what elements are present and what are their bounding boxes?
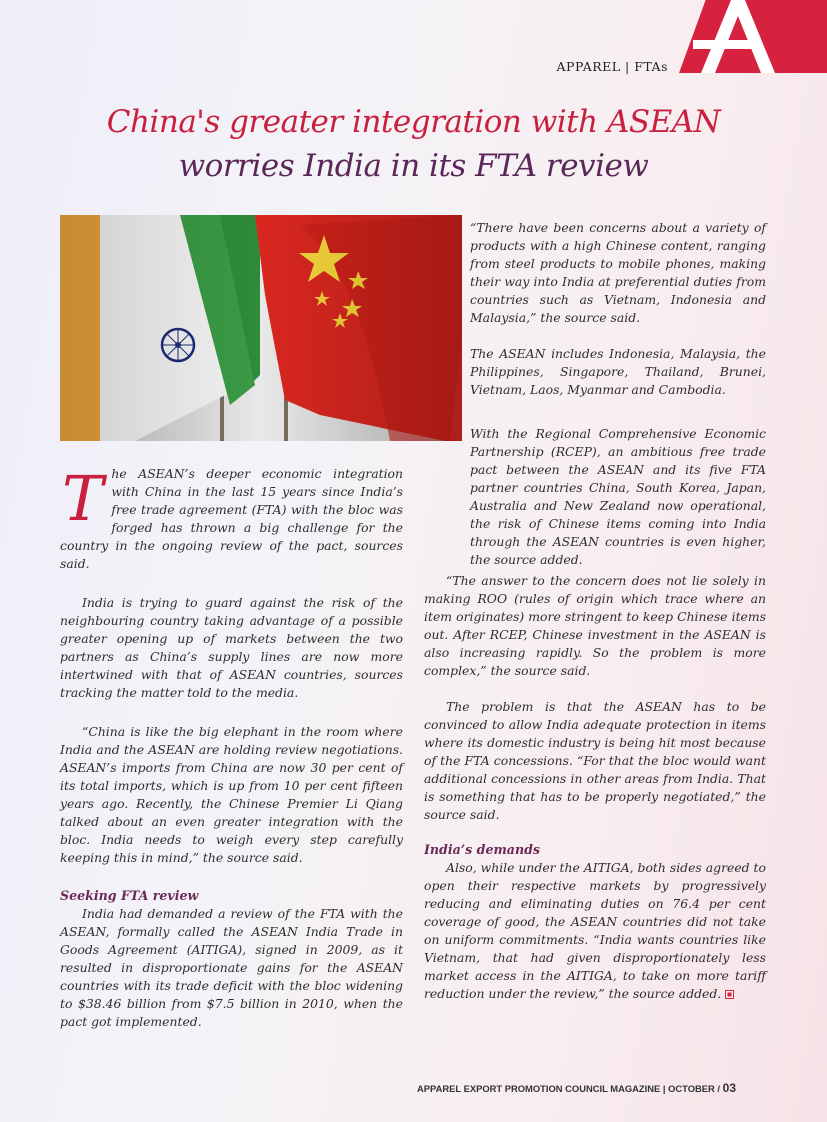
page-number: 03 bbox=[722, 1081, 736, 1095]
paragraph: Also, while under the AITIGA, both sides agreed to open their respective markets by progressively reducing and eliminating duties on 76.4 per cent coverage of good, the ASEAN countries did not take on uniform commitments. “India wants countries like Vietnam, that had given disproportionately less market access in the AITIGA, to take on more tariff reduction under the review,” the source added. bbox=[424, 860, 766, 1001]
header-logo-block bbox=[679, 0, 827, 73]
right-column-top bbox=[470, 219, 766, 399]
paragraph: India is trying to guard against the risk of the neighbouring country taking advantage of a possible greater opening up of markets between the two partners as China’s supply lines are now more intertwined with that of ASEAN countries, sources tracking the matter told to the media. bbox=[60, 595, 403, 700]
section-subhead: India’s demands bbox=[424, 842, 541, 857]
paragraph: The ASEAN includes Indonesia, Malaysia, the Philippines, Singapore, Thailand, Brunei, Vietnam, Laos, Myanmar and Cambodia. bbox=[470, 346, 766, 397]
paragraph: The problem is that the ASEAN has to be convinced to allow India adequate protection in items where its domestic industry is being hit most because of the FTA concessions. “For that the bloc would want additional concessions in other areas from India. That is something that has to be properly negotiated,” the source said. bbox=[424, 699, 766, 822]
right-column-main bbox=[424, 425, 766, 569]
paragraph: The ASEAN’s deeper economic integration with China in the last 15 years since India’s free trade agreement (FTA) with the bloc was forged has thrown a big challenge for the country in the ongoing review of the pact, sources said. bbox=[60, 462, 403, 571]
drop-cap: T bbox=[62, 462, 104, 535]
logo-a-icon bbox=[679, 0, 827, 73]
footer-text: APPAREL EXPORT PROMOTION COUNCIL MAGAZINE | OCTOBER / bbox=[417, 1083, 721, 1094]
right-column-main-2 bbox=[424, 572, 766, 1003]
headline-line-2: worries India in its FTA review bbox=[178, 148, 649, 184]
paragraph: India had demanded a review of the FTA with the ASEAN, formally called the ASEAN India Trade in Goods Agreement (AITIGA), signed in 2009, as it resulted in disproportionate gains for the ASEAN countries with its trade deficit with the bloc widening to $38.46 billion from $7.5 billion in 2010, when the pact got implemented. bbox=[60, 906, 403, 1029]
flags-photo bbox=[60, 215, 462, 441]
paragraph: With the Regional Comprehensive Economic Partnership (RCEP), an ambitious free trade pact between the ASEAN and its five FTA partner countries China, South Korea, Japan, Australia and New Zealand now operational, the risk of Chinese items coming into India through the ASEAN countries is even higher, the source added. bbox=[470, 426, 766, 567]
left-column bbox=[60, 462, 403, 1031]
paragraph: “There have been concerns about a variety of products with a high Chinese content, ranging from steel products to mobile phones, making their way into India at preferential duties from countries such as Vietnam, Indonesia and Malaysia,” the source said. bbox=[470, 220, 766, 325]
paragraph: “The answer to the concern does not lie solely in making ROO (rules of origin which trace where an item originates) more stringent to keep Chinese items out. After RCEP, Chinese investment in the ASEAN is also increasing rapidly. So the problem is more complex,” the source said. bbox=[424, 573, 766, 678]
page-footer bbox=[417, 1081, 736, 1095]
headline-line-1: China's greater integration with ASEAN bbox=[106, 104, 721, 140]
section-label: APPAREL | FTAs bbox=[556, 59, 668, 74]
section-subhead: Seeking FTA review bbox=[60, 888, 199, 903]
paragraph: “China is like the big elephant in the room where India and the ASEAN are holding review negotiations. ASEAN’s imports from China are now 30 per cent of its total imports, which is up from 10 per cent fifteen years ago. Recently, the Chinese Premier Li Qiang talked about an even greater integration with the bloc. India needs to weigh every step carefully keeping this in mind,” the source said. bbox=[60, 724, 403, 865]
end-mark-icon bbox=[725, 990, 734, 999]
article-headline bbox=[60, 100, 767, 188]
